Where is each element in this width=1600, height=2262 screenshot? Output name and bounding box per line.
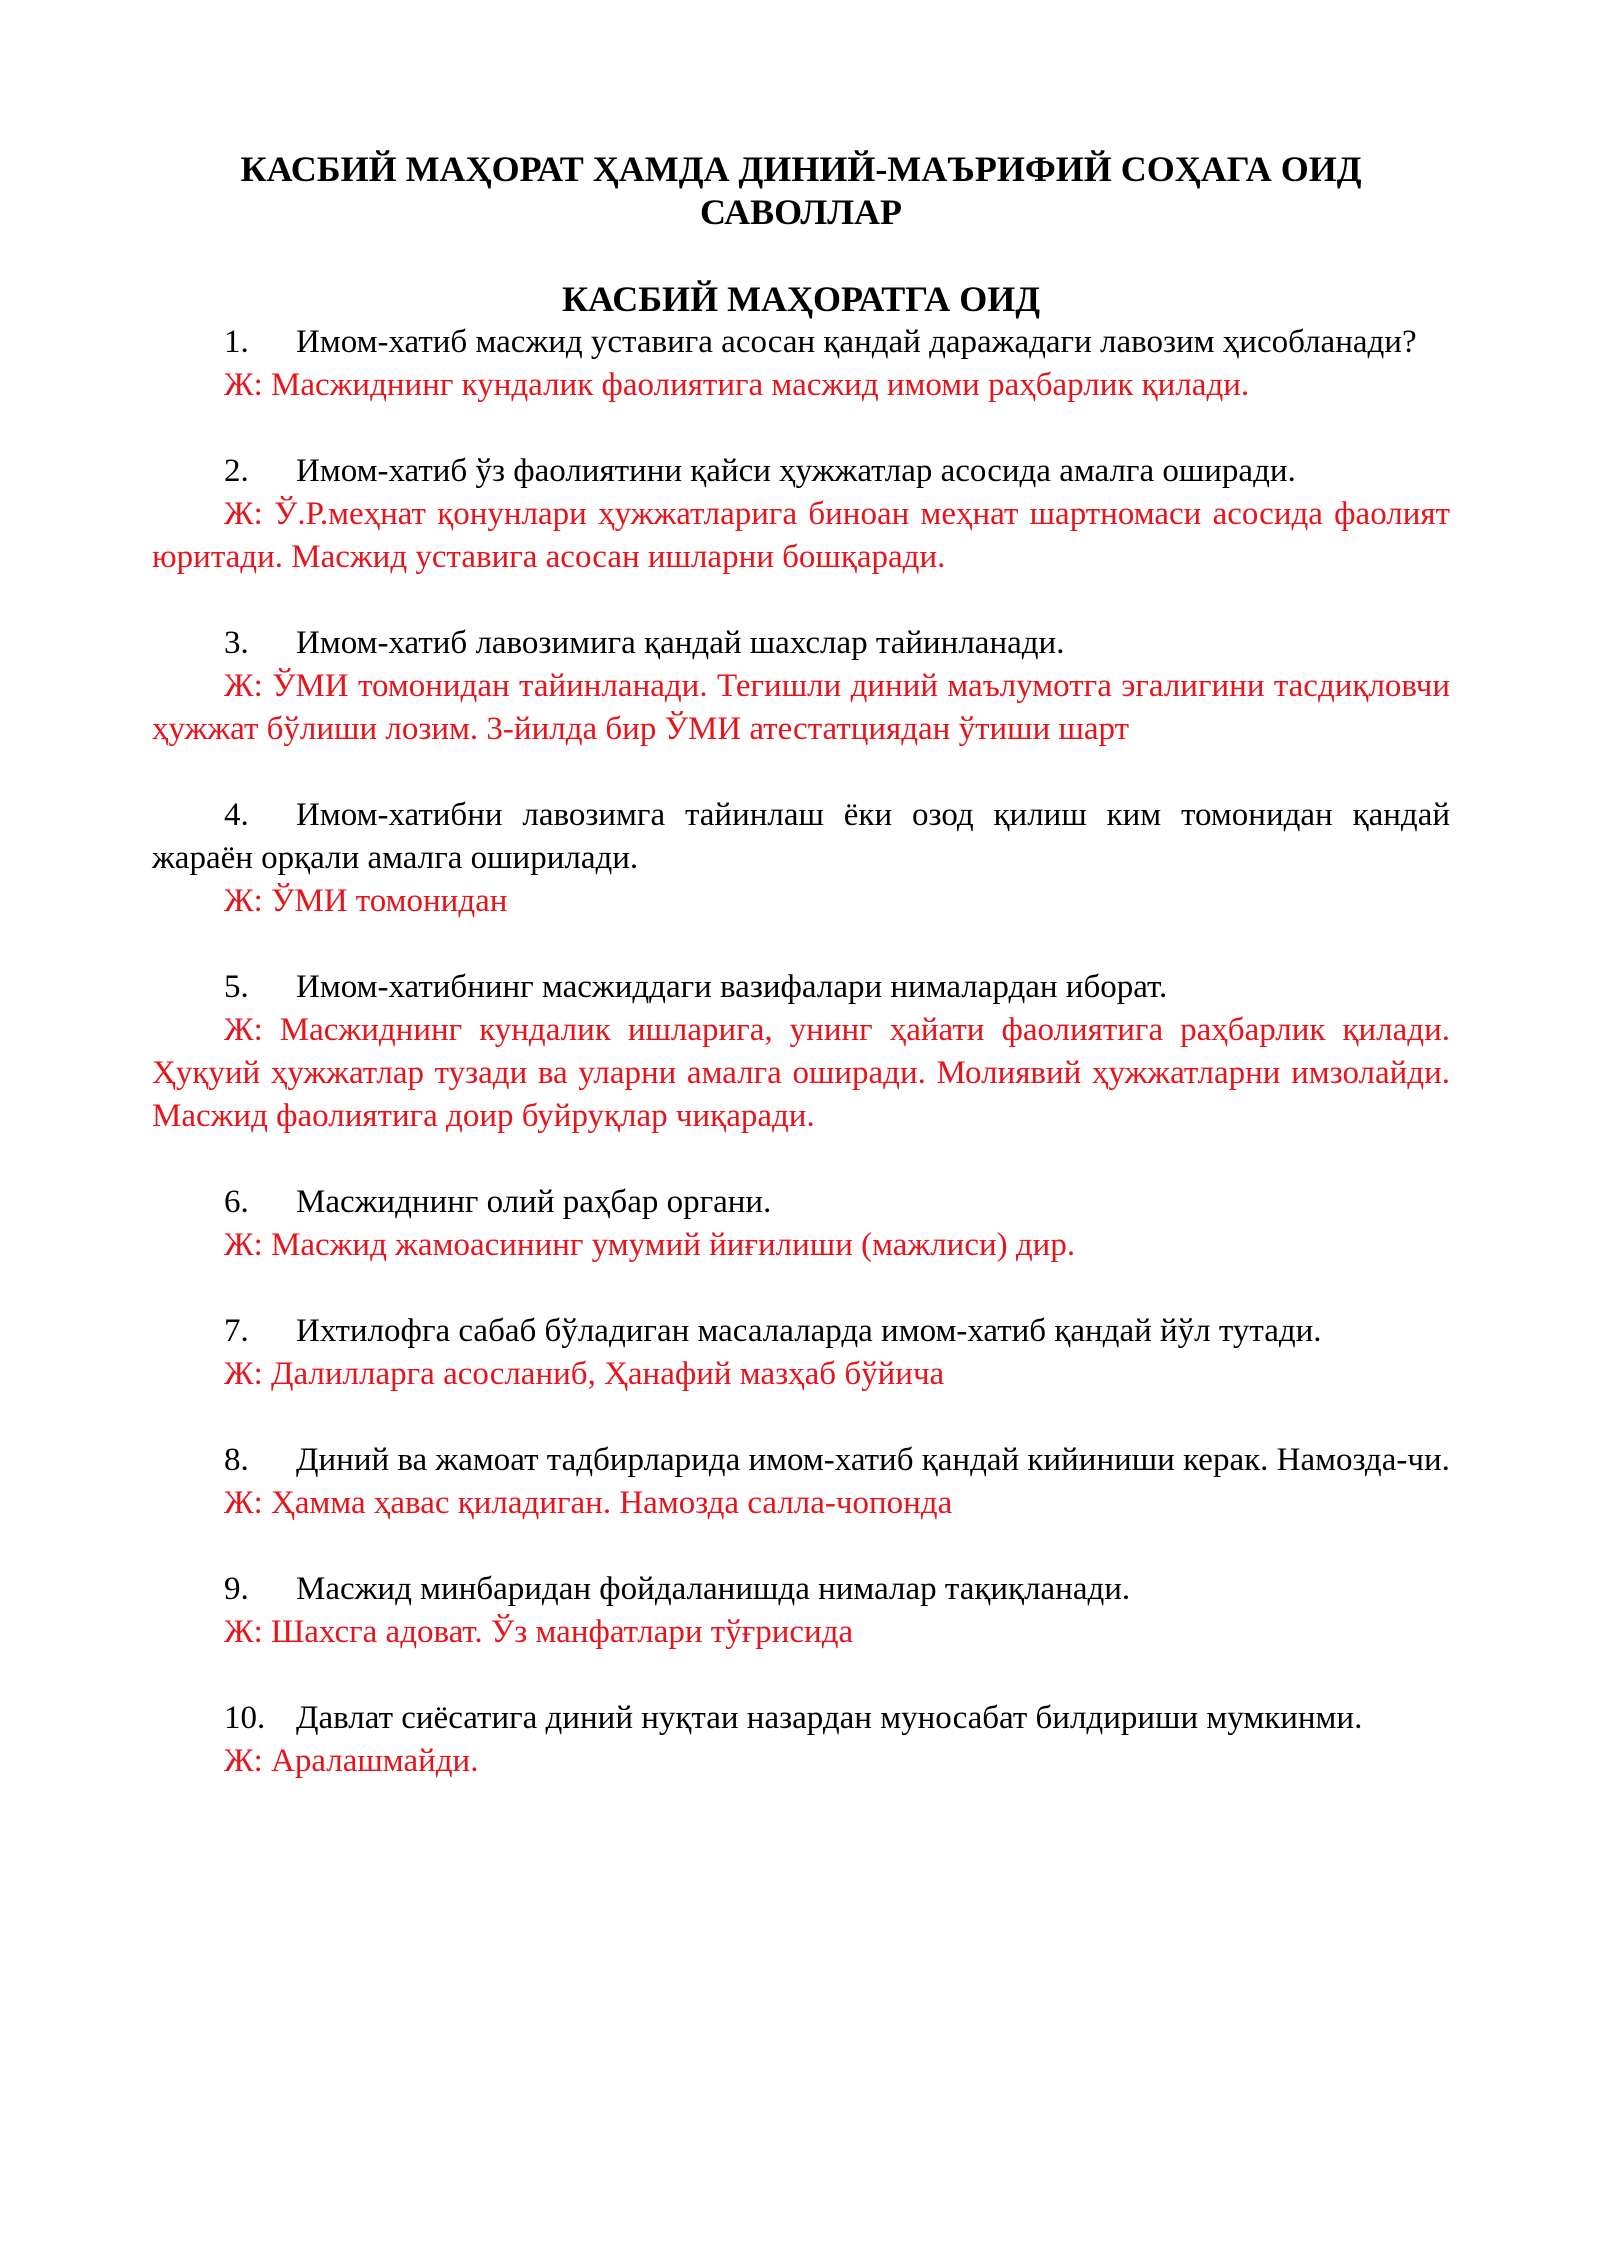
question-item bbox=[152, 622, 1450, 751]
question-item bbox=[152, 1697, 1450, 1783]
question-text: Давлат сиёсатига диний нуқтаи назардан муносабат билдириши мумкинми. bbox=[296, 1700, 1363, 1736]
question-item bbox=[152, 1568, 1450, 1654]
answer-text: Ж: Далилларга асосланиб, Ҳанафий мазҳаб бўйича bbox=[224, 1356, 945, 1392]
question-item bbox=[152, 321, 1450, 407]
question-number: 2. bbox=[224, 453, 249, 489]
question-text-line bbox=[152, 1439, 1450, 1482]
question-list bbox=[152, 321, 1450, 1783]
question-item bbox=[152, 794, 1450, 923]
answer-text: Ж: Шахсга адоват. Ўз манфатлари тўғрисида bbox=[224, 1614, 854, 1650]
question-text: Имом-хатиб ўз фаолиятини қайси ҳужжатлар асосида амалга оширади. bbox=[296, 453, 1296, 489]
document-title bbox=[152, 148, 1450, 234]
question-number: 10. bbox=[224, 1700, 266, 1736]
question-text: Имом-хатибни лавозимга тайинлаш ёки озод қилиш ким томонидан қандай жараён орқали амалга оширилади. bbox=[152, 797, 1450, 876]
answer-text: Ж: ЎМИ томонидан bbox=[224, 883, 508, 919]
question-text-line bbox=[152, 622, 1450, 665]
question-text: Имом-хатиб масжид уставига асосан қандай даражадаги лавозим ҳисобланади? bbox=[296, 324, 1417, 360]
question-text: Имом-хатиб лавозимига қандай шахслар тайинланади. bbox=[296, 625, 1065, 661]
question-text: Ихтилофга сабаб бўладиган масалаларда имом-хатиб қандай йўл тутади. bbox=[296, 1313, 1322, 1349]
question-text-line bbox=[152, 1181, 1450, 1224]
question-text-line bbox=[152, 1568, 1450, 1611]
question-number: 8. bbox=[224, 1442, 249, 1478]
question-number: 7. bbox=[224, 1313, 249, 1349]
answer-text: Ж: Ҳамма ҳавас қиладиган. Намозда салла-чопонда bbox=[224, 1485, 953, 1521]
question-number: 5. bbox=[224, 969, 249, 1005]
answer-text: Ж: ЎМИ томонидан тайинланади. Тегишли диний маълумотга эгалигини тасдиқловчи ҳужжат бўлиши лозим. 3-йилда бир ЎМИ атестатциядан ўтиши шарт bbox=[152, 668, 1450, 747]
question-text: Масжид минбаридан фойдаланишда нималар тақиқланади. bbox=[296, 1571, 1131, 1607]
question-text-line bbox=[152, 1310, 1450, 1353]
answer-text: Ж: Аралашмайди. bbox=[224, 1743, 479, 1779]
question-text-line bbox=[152, 794, 1450, 880]
question-text: Диний ва жамоат тадбирларида имом-хатиб қандай кийиниши керак. Намозда-чи. bbox=[296, 1442, 1450, 1478]
answer-text: Ж: Масжиднинг кундалик ишларига, унинг ҳайати фаолиятига раҳбарлик қилади. Ҳуқуий ҳужжатлар тузади ва уларни амалга оширади. Молиявий ҳужжатларни имзолайди. Масжид фаолиятига доир буйруқлар чиқаради. bbox=[152, 1012, 1450, 1134]
question-item bbox=[152, 1439, 1450, 1525]
question-text: Имом-хатибнинг масжиддаги вазифалари нималардан иборат. bbox=[296, 969, 1168, 1005]
question-text: Масжиднинг олий раҳбар органи. bbox=[296, 1184, 772, 1220]
question-item bbox=[152, 1181, 1450, 1267]
question-item bbox=[152, 450, 1450, 579]
answer-text: Ж: Ў.Р.меҳнат қонунлари ҳужжатларига биноан меҳнат шартномаси асосида фаолият юритади. Масжид уставига асосан ишларни бошқаради. bbox=[152, 496, 1450, 575]
question-text-line bbox=[152, 321, 1450, 364]
question-number: 1. bbox=[224, 324, 249, 360]
question-text-line bbox=[152, 966, 1450, 1009]
question-number: 3. bbox=[224, 625, 249, 661]
question-text-line bbox=[152, 450, 1450, 493]
question-number: 4. bbox=[224, 797, 249, 833]
question-number: 6. bbox=[224, 1184, 249, 1220]
section-title: КАСБИЙ МАҲОРАТГА ОИД bbox=[561, 279, 1041, 319]
document-title-line-1: КАСБИЙ МАҲОРАТ ҲАМДА ДИНИЙ-МАЪРИФИЙ СОҲАГА ОИД bbox=[240, 149, 1362, 189]
answer-text: Ж: Масжиднинг кундалик фаолиятига масжид имоми раҳбарлик қилади. bbox=[224, 367, 1250, 403]
answer-text: Ж: Масжид жамоасининг умумий йиғилиши (мажлиси) дир. bbox=[224, 1227, 1076, 1263]
question-item bbox=[152, 1310, 1450, 1396]
document-title-line-2: САВОЛЛАР bbox=[699, 192, 903, 232]
question-item bbox=[152, 966, 1450, 1138]
question-number: 9. bbox=[224, 1571, 249, 1607]
question-text-line bbox=[152, 1697, 1450, 1740]
document-page bbox=[152, 148, 1450, 1826]
